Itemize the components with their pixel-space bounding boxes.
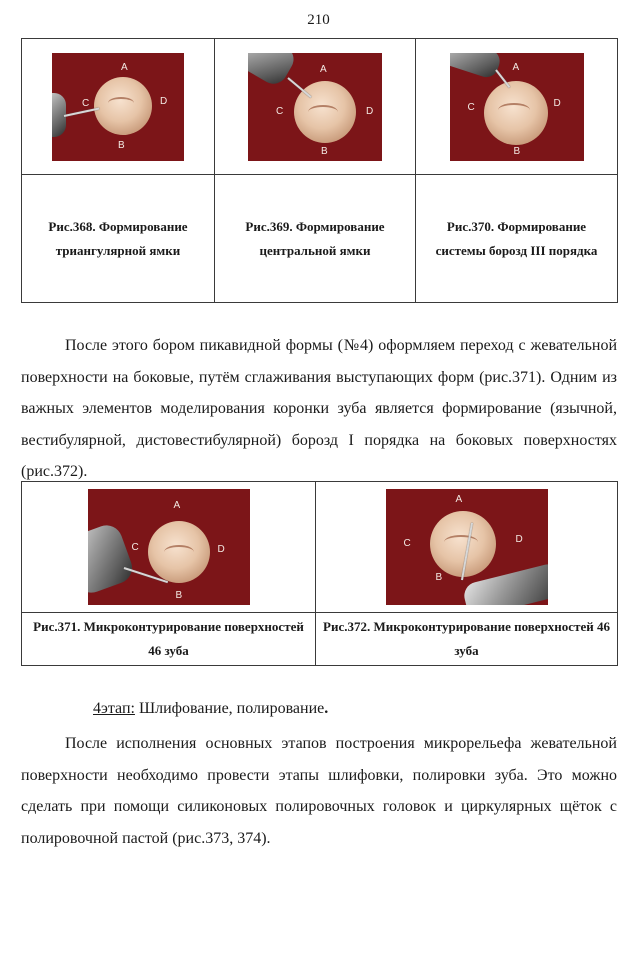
surface-label-b: B	[435, 572, 443, 583]
caption-cell-370	[416, 175, 618, 303]
surface-label-d: D	[553, 97, 561, 109]
figure-cell-369	[215, 39, 416, 175]
figure-table-top	[21, 38, 618, 303]
figure-cell-372	[316, 482, 618, 613]
surface-label-c: C	[131, 542, 139, 553]
surface-label-c: C	[403, 538, 411, 549]
surface-label-d: D	[160, 95, 168, 107]
tooth-photo-372	[386, 489, 548, 605]
stage-title: Шлифование, полирование	[134, 700, 325, 717]
tooth-photo-371	[88, 489, 250, 605]
surface-label-d: D	[366, 105, 374, 117]
figure-cell-371	[22, 482, 316, 613]
surface-label-c: C	[467, 101, 475, 113]
tooth-photo-369	[248, 53, 382, 161]
figure-caption-371: Рис.371. Микроконтурирование поверхностей 46 зуба	[33, 619, 304, 658]
surface-label-b: B	[321, 145, 328, 157]
surface-label-b: B	[175, 590, 183, 601]
handpiece-icon	[450, 53, 503, 80]
surface-label-b: B	[118, 139, 125, 151]
page-number: 210	[307, 12, 330, 28]
caption-cell-368	[22, 175, 215, 303]
figure-caption-368: Рис.368. Формирование триангулярной ямки	[48, 218, 188, 258]
surface-label-d: D	[515, 534, 523, 545]
caption-cell-369	[215, 175, 416, 303]
stage-period: .	[324, 700, 329, 717]
surface-label-c: C	[82, 97, 90, 109]
tooth-photo-370	[450, 53, 584, 161]
figure-caption-369: Рис.369. Формирование центральной ямки	[245, 218, 385, 258]
surface-label-d: D	[217, 544, 225, 555]
figure-caption-372: Рис.372. Микроконтурирование поверхностей 46 зуба	[323, 619, 610, 658]
figure-cell-370	[416, 39, 618, 175]
figure-cell-368	[22, 39, 215, 175]
figure-caption-370: Рис.370. Формирование системы борозд III порядка	[435, 218, 598, 258]
surface-label-a: A	[512, 61, 520, 73]
surface-label-b: B	[513, 145, 521, 157]
surface-label-a: A	[320, 63, 327, 75]
handpiece-icon	[248, 53, 299, 89]
stage-label: 4этап:	[93, 700, 135, 717]
caption-cell-372	[316, 613, 618, 666]
surface-label-a: A	[173, 500, 181, 511]
body-paragraph-2: После исполнения основных этапов построения микрорельефа жевательной поверхности необходимо провести этапы шлифовки, полировки зуба. Это можно сделать при помощи силиконовых полировочных головок и циркулярных щёток с полировочной пастой (рис.373, 374).	[21, 735, 617, 847]
surface-label-a: A	[121, 61, 128, 73]
figure-table-bottom	[21, 481, 618, 666]
surface-label-a: A	[455, 494, 463, 505]
caption-cell-371	[22, 613, 316, 666]
body-paragraph-1: После этого бором пикавидной формы (№4) оформляем переход с жевательной поверхности на боковые, путём сглаживания выступающих форм (рис.371). Одним из важных элементов моделирования коронки зуба является формирование (язычной, вестибулярной, дистовестибулярной) борозд I порядка на боковых поверхностях (рис.372).	[21, 337, 617, 480]
surface-label-c: C	[276, 105, 284, 117]
handpiece-icon	[88, 521, 137, 597]
stage-heading	[93, 698, 328, 720]
tooth-photo-368	[52, 53, 184, 161]
